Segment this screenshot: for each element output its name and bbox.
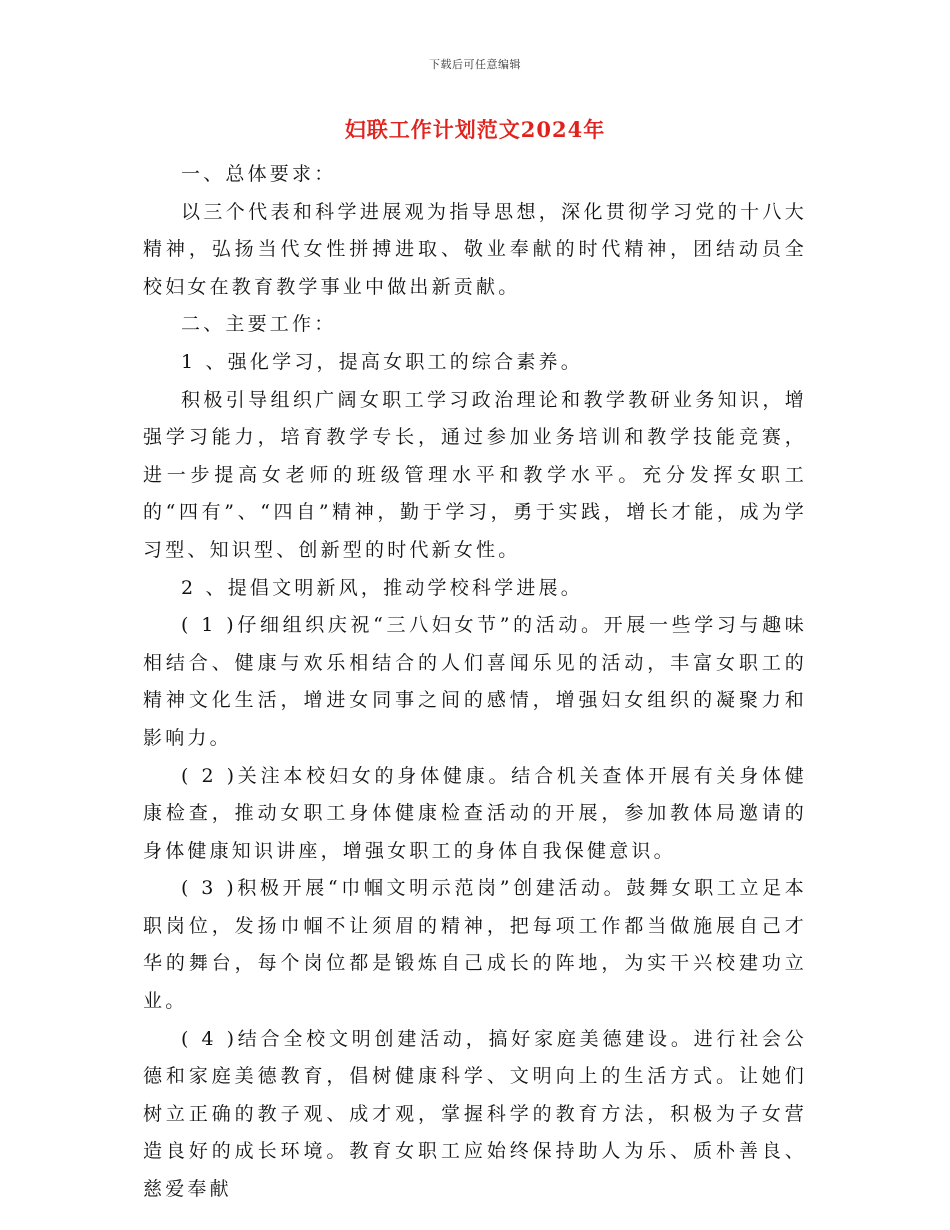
paragraph-learning-details: 积极引导组织广阔女职工学习政治理论和教学教研业务知识，增强学习能力，培育教学专长，通过参加业务培训和教学技能竞赛，进一步提高女老师的班级管理水平和教学水平。充分发挥女职工的“四有”、“四自”精神，勤于学习，勇于实践，增长才能，成为学习型、知识型、创新型的时代新女性。 — [143, 388, 807, 561]
section-heading-overall-requirements: 一、总体要求： — [181, 163, 337, 185]
paragraph-item-4: ( 4 )结合全校文明创建活动，搞好家庭美德建设。进行社会公德和家庭美德教育，倡树健康科学、文明向上的生活方式。让她们树立正确的教子观、成才观，掌握科学的教育方法，积极为子女营造良好的成长环境。教育女职工应始终保持助人为乐、质朴善良、慈爱奉献 — [143, 1027, 807, 1201]
section-heading-main-work: 二、主要工作： — [181, 313, 337, 336]
document-body — [143, 156, 807, 1209]
subheading-civilized-customs: 2 、提倡文明新风，推动学校科学进展。 — [181, 576, 583, 599]
subheading-strengthen-learning: 1 、强化学习，提高女职工的综合素养。 — [181, 350, 583, 373]
header-note: 下载后可任意编辑 — [429, 58, 521, 71]
paragraph-item-1: ( 1 )仔细组织庆祝“三八妇女节”的活动。开展一些学习与趣味相结合、健康与欢乐相结合的人们喜闻乐见的活动，丰富女职工的精神文化生活，增进女同事之间的感情，增强妇女组织的凝聚力和影响力。 — [143, 614, 807, 749]
paragraph-item-2: ( 2 )关注本校妇女的身体健康。结合机关查体开展有关身体健康检查，推动女职工身体健康检查活动的开展，参加教体局邀请的身体健康知识讲座，增强女职工的身体自我保健意识。 — [143, 764, 807, 862]
paragraph-item-3: ( 3 )积极开展“巾帼文明示范岗”创建活动。鼓舞女职工立足本职岗位，发扬巾帼不让须眉的精神，把每项工作都当做施展自己才华的舞台，每个岗位都是锻炼自己成长的阵地，为实干兴校建功立业。 — [143, 877, 807, 1013]
document-title: 妇联工作计划范文2024年 — [344, 117, 606, 142]
paragraph-guiding-thought: 以三个代表和科学进展观为指导思想，深化贯彻学习党的十八大精神，弘扬当代女性拼搏进取、敬业奉献的时代精神，团结动员全校妇女在教育教学事业中做出新贡献。 — [143, 200, 807, 298]
